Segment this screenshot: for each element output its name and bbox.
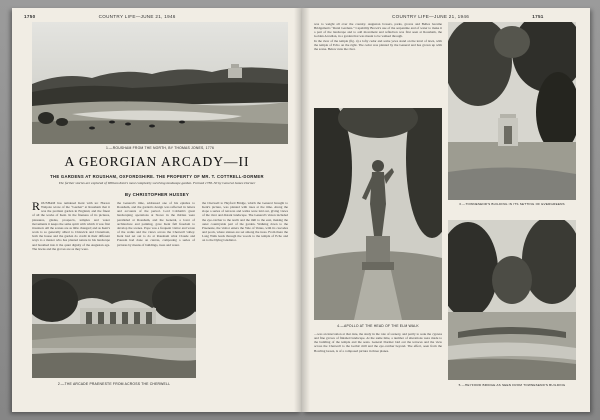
article-byline: By CHRISTOPHER HUSSEY bbox=[124, 192, 190, 197]
right-column-3-text: —was an innovation at that date, the study in the role of scenery, and partly to soak the cypress and fine groves of finished landscape. At the same time, a number of alterations were made to the building of the temple and the seats. General Dormer laid out the terraces and the view across the Cherwell to the Gothic mill and the eye-catcher beyond. The effect, seen from the Bowling Green, is of a composed picture in three planes. bbox=[314, 332, 442, 353]
article-subtitle: THE GARDENS AT ROUSHAM, OXFORDSHIRE. THE PROPERTY OF MR. T. COTTRELL-DORMER bbox=[50, 174, 264, 179]
left-page-header bbox=[24, 14, 176, 19]
fig2-photo bbox=[32, 274, 196, 378]
article-deck: The further stories are explored of William Kent's most completely surviving landscape garden. Formed 1738–50 by General James Dormer bbox=[58, 181, 256, 185]
left-page-number: 1750 bbox=[24, 14, 36, 19]
right-page-number: 1751 bbox=[532, 14, 544, 19]
right-page-running-head: COUNTRY LIFE—JUNE 21, 1946 bbox=[392, 14, 470, 19]
fig4-photo bbox=[314, 108, 442, 320]
right-column-1 bbox=[314, 22, 442, 104]
fig3-illustration bbox=[448, 22, 576, 200]
right-column-1-text: was to weight all over the country. Augustan bowers, parks, groves and Belles became Bridgeman's “Rural Gardens.” Capability Brown's use of the serpentine and of water to make it a part of the landscape and to add movement and reflection was first seen at Rousham, the Golden Arcadian, in a garden that was meant to be walked through. bbox=[314, 22, 442, 39]
left-column-1 bbox=[32, 201, 110, 271]
left-column-3-text: the Cherwell to Heyford Bridge, which the General brought to Kent's picture, was planted with trees at the time. Along the slope a series of terraces and walks were laid out, giving views of the river and distant landscape. The General's vision included the eye-catcher to the north and the mill to the east, making the outer countryside part of the garden. Walking down to the Praeneste, the visitor enters the Vale of Venus, with its cascades and pools, where statues are set among the trees. From there the Long Walk leads through the woods to the temple of Echo and on to the Dying Gladiator. bbox=[202, 201, 288, 243]
fig3-caption: 3.—TOWNESEND'S BUILDING IN ITS SETTING OF EVERGREENS bbox=[459, 202, 565, 206]
right-column-3 bbox=[314, 332, 442, 408]
fig1-photo bbox=[32, 22, 288, 144]
left-column-2-text: the General's time, addressed one of his epistles to Rousham, and the garden's design was reflected in letters and accounts of the period. Lord Cobham's great landscaping operations at Stowe in the thirties were paralleled at Rousham, and the General, a lover of architecture and painting, gave Kent full freedom to develop the scenes. Pope was a frequent visitor and wrote of the walks and the views across the Cherwell valley. Kent had set out to do at Rousham what Claude and Poussin had done on canvas, composing a series of pictures by means of buildings, trees and water. bbox=[117, 201, 195, 247]
article-title: A GEORGIAN ARCADY—II bbox=[64, 154, 250, 169]
fig2-illustration bbox=[32, 274, 196, 378]
left-page bbox=[12, 8, 302, 412]
fig4-caption: 4.—APOLLO AT THE HEAD OF THE ELM WALK bbox=[337, 324, 419, 328]
right-column-2-text: In the view of the temple (fig. 4) a lofty cedar and some yews stand on the level of lawn, with the temple of Echo on the right. The cedar was planted by the General and has grown up with the scene. Below runs the river. bbox=[314, 38, 442, 51]
left-column-2 bbox=[117, 201, 195, 271]
left-page-running-head: COUNTRY LIFE—JUNE 21, 1946 bbox=[98, 14, 176, 19]
right-page bbox=[302, 8, 590, 412]
fig5-photo bbox=[448, 220, 576, 380]
fig5-caption: 5.—HEYFORD BRIDGE AS SEEN FROM TOWNESEND'S BUILDING bbox=[458, 383, 566, 387]
fig3-photo bbox=[448, 22, 576, 200]
fig1-illustration bbox=[32, 22, 288, 144]
right-page-header bbox=[392, 14, 544, 19]
fig4-illustration bbox=[314, 108, 442, 320]
fig2-caption: 2.—THE ARCADE PRAENESTE FROM ACROSS THE CHERWELL bbox=[57, 382, 171, 386]
drop-cap: R bbox=[32, 201, 41, 213]
fig5-illustration bbox=[448, 220, 576, 380]
page-gutter bbox=[294, 8, 310, 412]
fig1-caption: 1.—ROUSHAM FROM THE NORTH, BY THOMAS JONES, 1776 bbox=[105, 146, 215, 150]
left-column-3 bbox=[202, 201, 288, 412]
left-column-1-text: OUSHAM has remained Kent with us: Horace Walpole wrote of the “Garden” at Rousham that it was the prettiest garden in England, and the finest of all the works of Kent. In the fineness of its pictures, pleasures, glades, prospects, temples and water movements it keeps the same spirit with which it was first invented. All the scenes are as little changed; and as Kent's work is so generally allied to Chiswick and Claremont, both the house and the garden do credit in their different ways to a master who has planted nature in his landscape and breathed into it the quiet dignity of the Augustan age. The lawns and the groves are as they were. bbox=[32, 201, 110, 251]
